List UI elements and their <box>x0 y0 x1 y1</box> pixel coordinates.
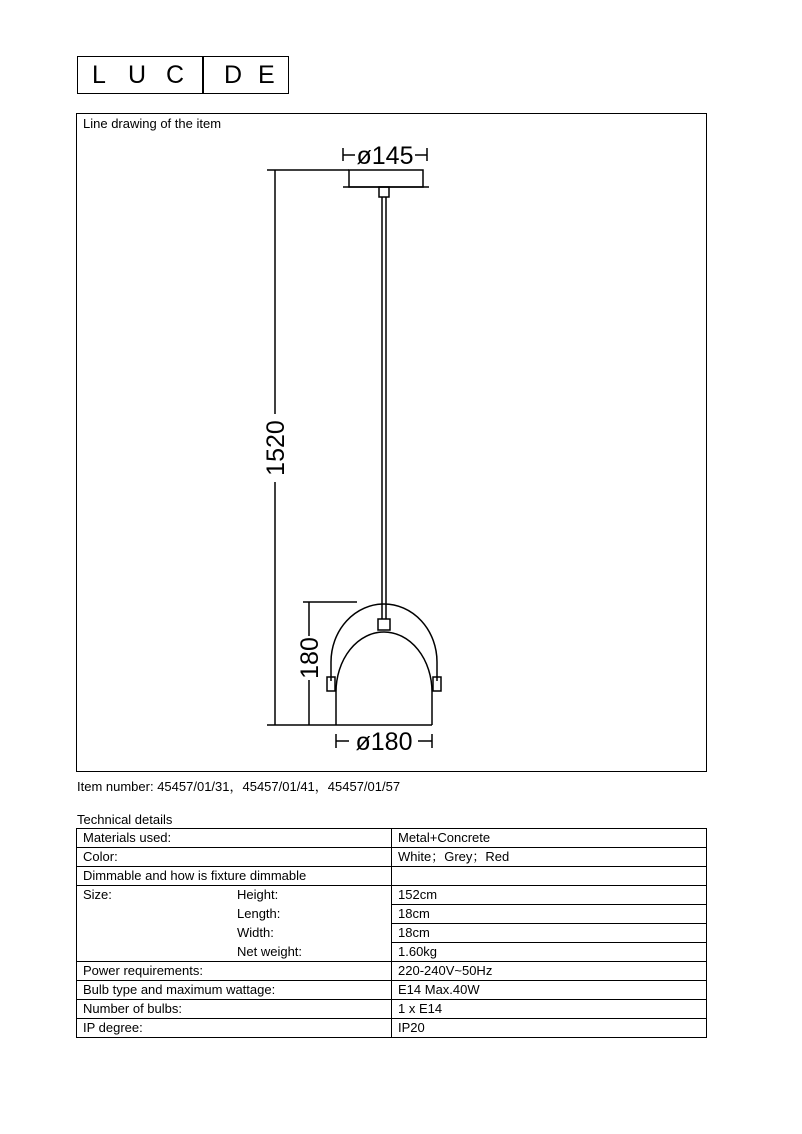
row-label: Color: <box>77 848 392 867</box>
row-value: 220-240V~50Hz <box>392 962 707 981</box>
table-row <box>77 924 707 943</box>
shade-connector <box>378 619 390 630</box>
row-value <box>392 867 707 886</box>
row-value: 1 x E14 <box>392 1000 707 1019</box>
technical-details-table <box>76 828 707 1038</box>
dim-shade-height: 180 <box>296 637 324 679</box>
shade-outline <box>336 632 432 725</box>
row-value: 18cm <box>392 905 707 924</box>
row-label-cell <box>77 905 392 924</box>
row-value: E14 Max.40W <box>392 981 707 1000</box>
logo-divider <box>202 56 204 94</box>
row-label-cell <box>77 886 392 905</box>
row-sublabel: Net weight: <box>237 943 303 959</box>
row-sublabel: Width: <box>237 924 274 940</box>
logo-letter-l: L <box>92 61 106 89</box>
row-value: 152cm <box>392 886 707 905</box>
line-drawing-frame <box>76 113 707 772</box>
dim-canopy-diameter: ø145 <box>356 142 414 170</box>
logo-letter-d: D <box>224 61 243 89</box>
row-sublabel: Height: <box>237 887 279 902</box>
row-value: IP20 <box>392 1019 707 1038</box>
item-number: Item number: 45457/01/31，45457/01/41，45457/01/57 <box>77 779 401 794</box>
row-label: Dimmable and how is fixture dimmable <box>77 867 392 886</box>
dim-shade-diameter: ø180 <box>355 728 413 756</box>
pendant-line-drawing <box>77 114 708 773</box>
row-value: 1.60kg <box>392 943 707 962</box>
row-value: Metal+Concrete <box>392 829 707 848</box>
row-label: Size: <box>83 887 112 903</box>
row-label: Materials used: <box>77 829 392 848</box>
drawing-caption: Line drawing of the item <box>83 116 222 131</box>
row-label: IP degree: <box>77 1019 392 1038</box>
row-value: 18cm <box>392 924 707 943</box>
table-row <box>77 829 707 848</box>
logo-letter-u: U <box>128 61 147 89</box>
table-row <box>77 867 707 886</box>
table-row <box>77 1019 707 1038</box>
logo-letter-c: C <box>166 61 185 89</box>
outer-bracket-arc <box>331 604 437 681</box>
table-row <box>77 943 707 962</box>
canopy-connector <box>379 187 389 197</box>
table-row <box>77 886 707 905</box>
logo-letter-e: E <box>258 61 275 89</box>
row-value: White；Grey；Red <box>392 848 707 867</box>
table-row <box>77 848 707 867</box>
row-label-cell <box>77 943 392 962</box>
row-label: Number of bulbs: <box>77 1000 392 1019</box>
table-row <box>77 905 707 924</box>
row-label: Bulb type and maximum wattage: <box>77 981 392 1000</box>
dim-total-height: 1520 <box>262 420 290 476</box>
table-row <box>77 981 707 1000</box>
canopy-shape <box>349 170 423 187</box>
row-sublabel: Length: <box>237 905 281 921</box>
table-row <box>77 962 707 981</box>
technical-details-title: Technical details <box>77 812 173 827</box>
brand-logo <box>77 56 289 94</box>
table-row <box>77 1000 707 1019</box>
row-label-cell <box>77 924 392 943</box>
row-label: Power requirements: <box>77 962 392 981</box>
